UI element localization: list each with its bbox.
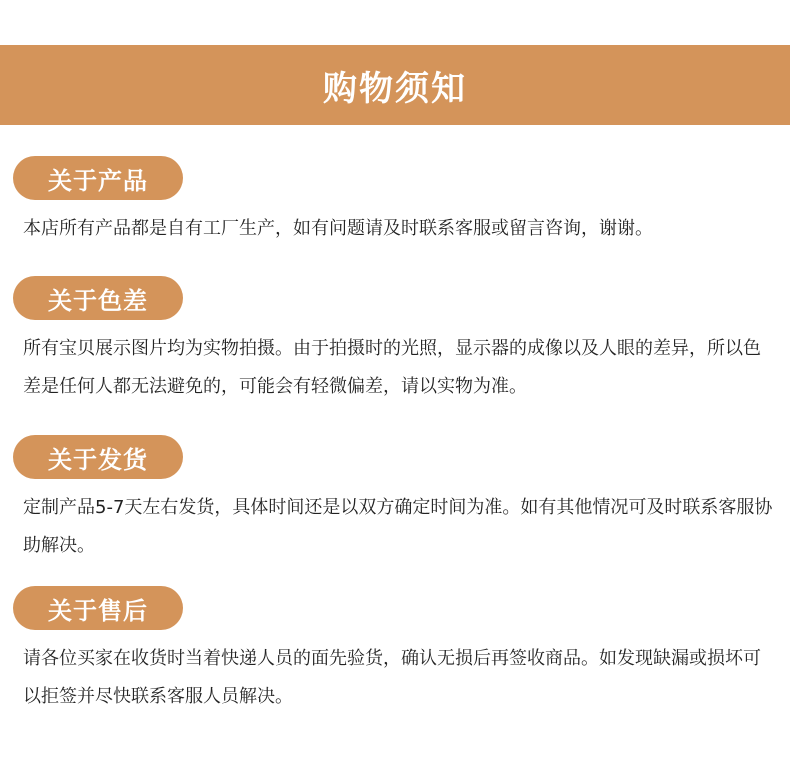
section-text-shipping: 定制产品5-7天左右发货，具体时间还是以双方确定时间为准。如有其他情况可及时联系客服协助解决。	[23, 497, 773, 556]
header-banner	[0, 45, 790, 125]
section-text-after-sales: 请各位买家在收货时当着快递人员的面先验货，确认无损后再签收商品。如发现缺漏或损坏可以拒签并尽快联系客服人员解决。	[23, 648, 761, 707]
section-heading-product: 关于产品	[13, 156, 183, 200]
page-title: 购物须知	[323, 68, 467, 109]
section-text-product: 本店所有产品都是自有工厂生产，如有问题请及时联系客服或留言咨询，谢谢。	[23, 218, 653, 239]
section-heading-color-difference: 关于色差	[13, 276, 183, 320]
section-text-color-difference: 所有宝贝展示图片均为实物拍摄。由于拍摄时的光照，显示器的成像以及人眼的差异，所以色差是任何人都无法避免的，可能会有轻微偏差，请以实物为准。	[23, 338, 761, 397]
section-heading-after-sales: 关于售后	[13, 586, 183, 630]
section-heading-shipping: 关于发货	[13, 435, 183, 479]
